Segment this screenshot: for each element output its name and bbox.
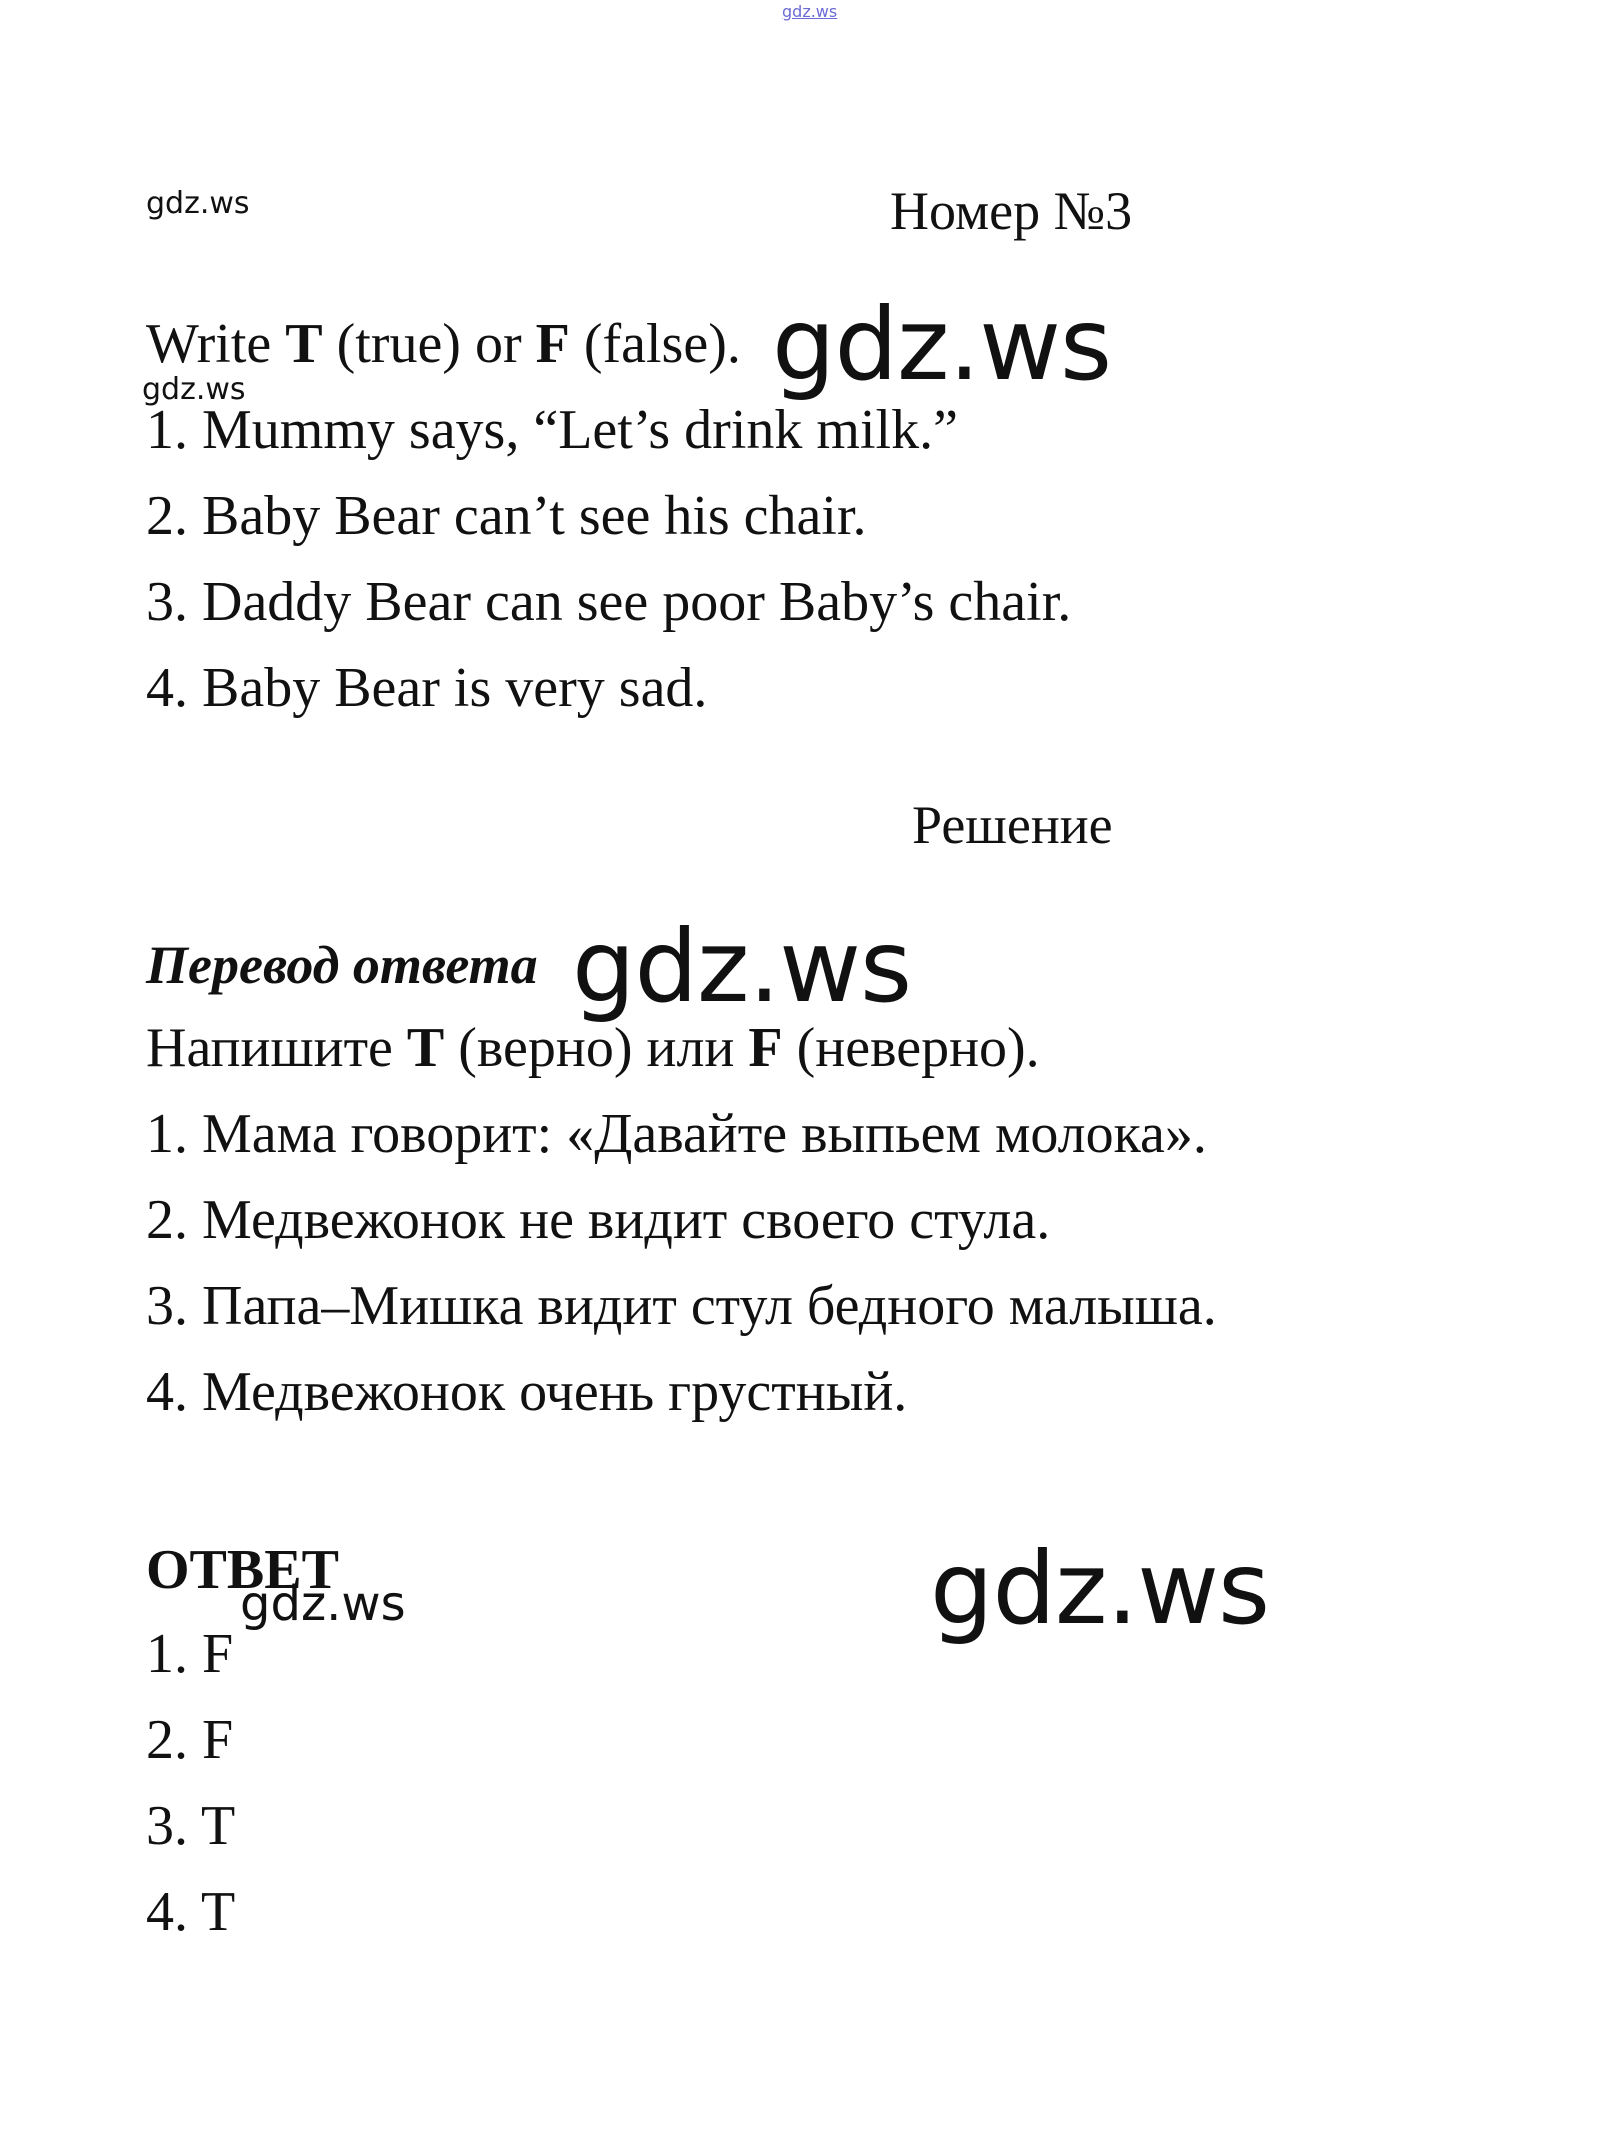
- task-item: 1. Mummy says, “Let’s drink milk.”: [146, 399, 958, 461]
- instruction-true-letter: T: [285, 313, 323, 375]
- translation-item: 3. Папа–Мишка видит стул бедного малыша.: [146, 1275, 1217, 1337]
- translation-true-letter: T: [406, 1017, 445, 1079]
- task-instruction: [146, 312, 741, 376]
- answer-title: ОТВЕТ: [146, 1539, 339, 1601]
- answer-item: 4. T: [146, 1881, 236, 1943]
- translation-item: 2. Медвежонок не видит своего стула.: [146, 1189, 1051, 1251]
- task-item: 4. Baby Bear is very sad.: [146, 657, 708, 719]
- answer-item: 3. T: [146, 1795, 236, 1857]
- instruction-prefix: Write: [146, 313, 286, 375]
- exercise-number-title: Номер №3: [890, 181, 1133, 241]
- translation-item: 4. Медвежонок очень грустный.: [146, 1361, 908, 1423]
- translation-instruction-suffix: (неверно).: [782, 1017, 1040, 1079]
- answer-item: 1. F: [146, 1623, 234, 1685]
- instruction-suffix: (false).: [569, 313, 741, 375]
- translation-instruction: [146, 1016, 1040, 1080]
- instruction-false-letter: F: [535, 313, 570, 375]
- task-item: 2. Baby Bear can’t see his chair.: [146, 485, 867, 547]
- translation-false-letter: F: [748, 1017, 783, 1079]
- watermark-mid: gdz.ws: [240, 1576, 406, 1632]
- watermark-big: gdz.ws: [572, 908, 912, 1025]
- translation-instruction-prefix: Напишите: [146, 1017, 407, 1079]
- watermark-big: gdz.ws: [772, 286, 1112, 403]
- watermark-small: gdz.ws: [146, 186, 250, 221]
- translation-item: 1. Мама говорит: «Давайте выпьем молока».: [146, 1103, 1207, 1165]
- translation-title: Перевод ответа: [146, 935, 538, 995]
- answer-item: 2. F: [146, 1709, 234, 1771]
- task-item: 3. Daddy Bear can see poor Baby’s chair.: [146, 571, 1072, 633]
- watermark-small: gdz.ws: [142, 372, 246, 407]
- watermark-big: gdz.ws: [930, 1530, 1270, 1647]
- instruction-mid: (true) or: [322, 313, 536, 375]
- translation-instruction-mid: (верно) или: [444, 1017, 749, 1079]
- top-watermark-link: gdz.ws: [782, 2, 838, 21]
- solution-title: Решение: [912, 795, 1113, 855]
